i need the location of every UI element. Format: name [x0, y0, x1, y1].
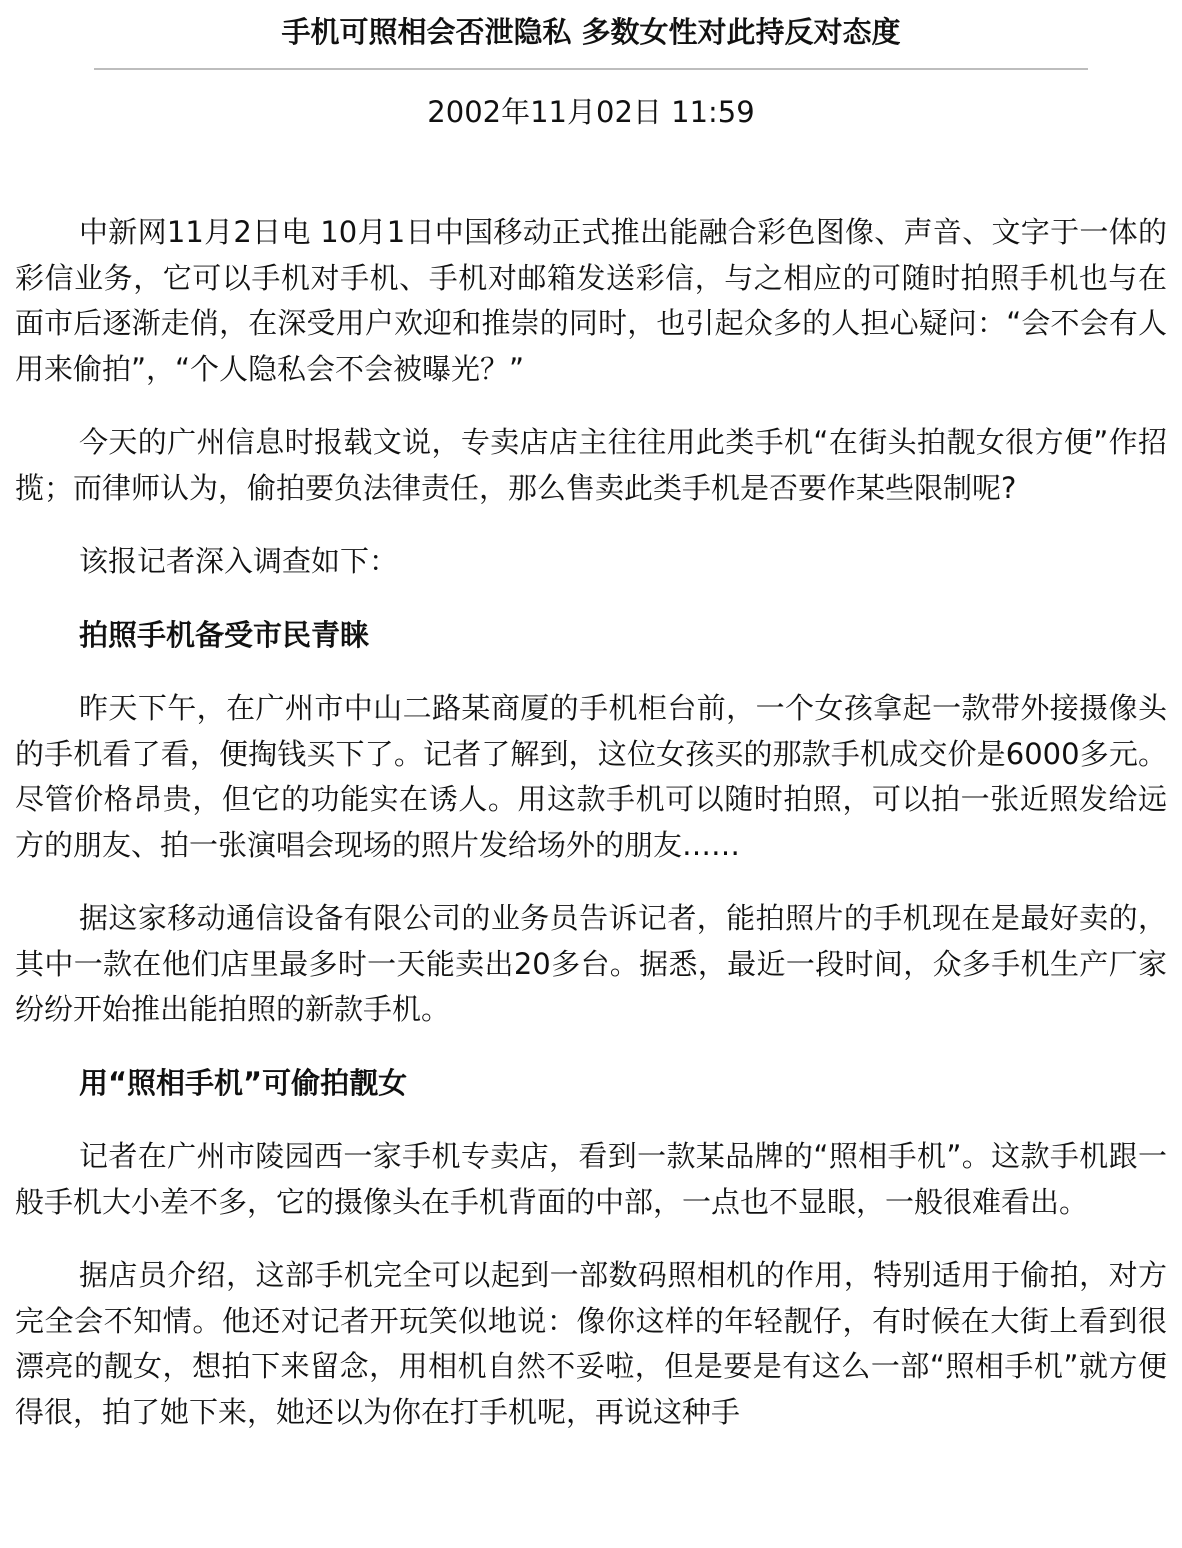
paragraph-clerk: 据店员介绍，这部手机完全可以起到一部数码照相机的作用，特别适用于偷拍，对方完全会不知情。他还对记者开玩笑似地说：像你这样的年轻靓仔，有时候在大街上看到很漂亮的靓女，想拍下来留念，用相机自然不妥啦，但是要是有这么一部“照相手机”就方便得很，拍了她下来，她还以为你在打手机呢，再说这种手 [15, 1258, 1167, 1429]
paragraph-sales: 据这家移动通信设备有限公司的业务员告诉记者，能拍照片的手机现在是最好卖的，其中一款在他们店里最多时一天能卖出20多台。据悉，最近一段时间，众多手机生产厂家纷纷开始推出能拍照的新款手机。 [15, 901, 1167, 1026]
paragraph-purchase: 昨天下午，在广州市中山二路某商厦的手机柜台前，一个女孩拿起一款带外接摄像头的手机看了看，便掏钱买下了。记者了解到，这位女孩买的那款手机成交价是6000多元。尽管价格昂贵，但它的功能实在诱人。用这款手机可以随时拍照，可以拍一张近照发给远方的朋友、拍一张演唱会现场的照片发给场外的朋友…… [15, 691, 1167, 862]
article-title: 手机可照相会否泄隐私 多数女性对此持反对态度 [281, 15, 901, 49]
paragraph-intro: 中新网11月2日电 10月1日中国移动正式推出能融合彩色图像、声音、文字于一体的彩信业务，它可以手机对手机、手机对邮箱发送彩信，与之相应的可随时拍照手机也与在面市后逐渐走俏，在深受用户欢迎和推崇的同时，也引起众多的人担心疑问：“会不会有人用来偷拍”，“个人隐私会不会被曝光？” [15, 215, 1167, 386]
article-body [15, 210, 1167, 1463]
article-date: 2002年11月02日 11:59 [427, 95, 755, 129]
paragraph-lawyer: 今天的广州信息时报载文说，专卖店店主往往用此类手机“在街头拍靓女很方便”作招揽；而律师认为，偷拍要负法律责任，那么售卖此类手机是否要作某些限制呢? [15, 425, 1167, 505]
title-divider [94, 68, 1088, 70]
section-heading-covert: 用“照相手机”可偷拍靓女 [79, 1065, 408, 1100]
section-heading-popular: 拍照手机备受市民青睐 [79, 617, 370, 652]
paragraph-investigation: 该报记者深入调查如下： [79, 544, 399, 578]
paragraph-store: 记者在广州市陵园西一家手机专卖店，看到一款某品牌的“照相手机”。这款手机跟一般手机大小差不多，它的摄像头在手机背面的中部，一点也不显眼，一般很难看出。 [15, 1139, 1167, 1219]
